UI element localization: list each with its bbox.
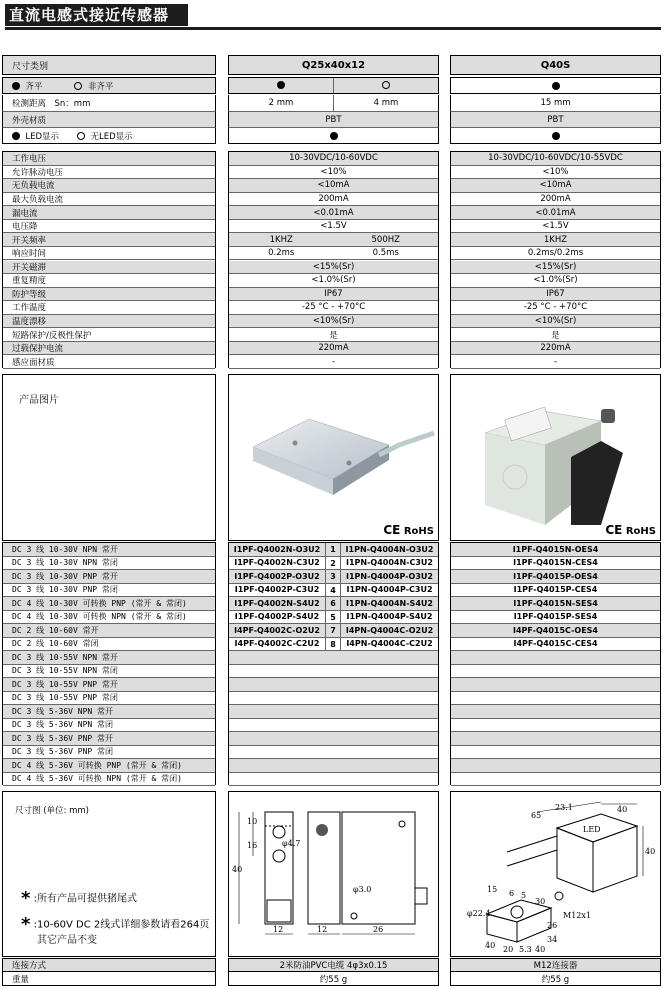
model-number: 2: [325, 557, 341, 570]
q40-sensor-photo: [451, 375, 660, 540]
dimension-label: 尺寸图 (单位: mm): [15, 806, 89, 816]
q40-spec-value: IP67: [451, 288, 660, 302]
q40-dim-30: 30: [535, 897, 546, 906]
q25-spec-value: 220mA: [229, 342, 438, 356]
spec-label: 工作电压: [3, 152, 215, 166]
model-number: 7: [325, 624, 341, 637]
asterisk-icon: *: [21, 914, 31, 935]
q25-weight: 约55 g: [228, 972, 439, 986]
q25-column: [228, 55, 439, 987]
q40-model-row: [451, 759, 660, 773]
spec-label: 开关磁滞: [3, 261, 215, 275]
filled-circle-icon: [12, 82, 20, 90]
q25-dim-40: 40: [232, 865, 243, 874]
spec-label: 允许脉动电压: [3, 166, 215, 180]
q40-dim-26: 26: [547, 921, 558, 930]
note-1-text: 所有产品可提供猪尾式: [36, 893, 137, 905]
spec-label: 电压降: [3, 220, 215, 234]
spec-label: 漏电流: [3, 206, 215, 220]
filled-circle-icon: [552, 132, 560, 140]
spec-label: 感应面材质: [3, 355, 215, 369]
spec-label: 防护等级: [3, 288, 215, 302]
q40-specs: [450, 151, 661, 368]
q25-mount: [228, 77, 439, 94]
q25-model-row: [229, 705, 438, 719]
rohs-mark: RoHS: [403, 526, 434, 537]
q25-specs: [228, 151, 439, 368]
q25-model-row: [229, 773, 438, 787]
q40-spec-value: 200mA: [451, 193, 660, 207]
q40-spec-value: <0.01mA: [451, 206, 660, 220]
q40-dim-34: 34: [547, 935, 558, 944]
q25-model-row: [229, 719, 438, 733]
nonflush-label: 非齐平: [87, 81, 114, 92]
q25-spec-value: 10-30VDC/10-60VDC: [229, 152, 438, 166]
q25-certs: [383, 523, 434, 537]
q25-spec-value: <10mA: [229, 179, 438, 193]
q25-spec-value: IP67: [229, 288, 438, 302]
q25-connection: 2米防油PVC电缆 4φ3x0.15: [228, 958, 439, 972]
model-number: 8: [325, 638, 341, 651]
model-label: DC 3 线 10-30V PNP 常闭: [3, 584, 215, 598]
q25-flush-model: I4PF-Q4002C-C2U2: [234, 639, 320, 649]
q40-spec-value: 10-30VDC/10-60VDC/10-55VDC: [451, 152, 660, 166]
led-legend: [2, 128, 216, 144]
q25-spec-value: 200mA: [229, 193, 438, 207]
model-label: DC 4 线 5-36V 可转换 PNP (常开 & 常闭): [3, 759, 215, 773]
q40-spec-value: -: [451, 355, 660, 369]
q25-model-row: [229, 570, 438, 584]
q25-spec-value: -: [229, 355, 438, 369]
model-labels: [2, 542, 216, 785]
q25-spec-a: 0.2ms: [268, 248, 295, 259]
q40-dim-40a: 40: [617, 805, 628, 814]
q40-column: [450, 55, 661, 987]
q25-flush-model: I1PF-Q4002P-C3U2: [234, 585, 320, 595]
note-2: * :10-60V DC 2线式详细参数请看264页 其它产品不变: [21, 914, 210, 946]
q40-model-row: I1PF-Q4015N-OES4: [451, 543, 660, 557]
flush-label: 齐平: [25, 81, 43, 92]
model-label: DC 3 线 10-55V PNP 常开: [3, 678, 215, 692]
open-circle-icon: [74, 82, 82, 90]
q25-picture-box: [228, 374, 439, 541]
q40-mount: [450, 77, 661, 94]
q40-spec-value: <10%(Sr): [451, 315, 660, 329]
q40-dim-15: 15: [487, 885, 498, 894]
q40-spec-value: <15%(Sr): [451, 261, 660, 275]
spec-label: 短路保护/反极性保护: [3, 328, 215, 342]
q25-spec-value: [229, 233, 438, 247]
q40-dim-65: 65: [531, 811, 542, 820]
q25-model-row: [229, 651, 438, 665]
model-label: DC 3 线 10-55V NPN 常闭: [3, 665, 215, 679]
q25-nonflush-model: I4PN-Q4004C-O2U2: [345, 625, 434, 635]
q40-spec-value: <10mA: [451, 179, 660, 193]
q25-distance: [228, 95, 439, 112]
q25-nonflush-model: I1PN-Q4004P-C3U2: [346, 585, 433, 595]
spec-label: 最大负载电流: [3, 193, 215, 207]
model-number: 5: [325, 611, 341, 624]
q40-model-row: I1PF-Q4015P-SES4: [451, 611, 660, 625]
q25-model-row: [229, 597, 438, 611]
q40-dim-40d: 40: [535, 945, 546, 954]
model-label: DC 3 线 10-30V NPN 常闭: [3, 557, 215, 571]
q40-led: [450, 128, 661, 144]
q40-connection: M12连接器: [450, 958, 661, 972]
picture-label-box: [2, 374, 216, 541]
q40-spec-value: 0.2ms/0.2ms: [451, 247, 660, 261]
q40-spec-value: -25 °C - +70°C: [451, 301, 660, 315]
q25-model-row: [229, 746, 438, 760]
header-label: 尺寸类别: [2, 55, 216, 75]
q40-housing: PBT: [450, 112, 661, 128]
weight-label: 重量: [2, 972, 216, 986]
q40-distance: 15 mm: [450, 95, 661, 112]
spec-labels: [2, 151, 216, 368]
spec-label: 过载保护电流: [3, 342, 215, 356]
q40-dim-231: 23.1: [555, 803, 573, 812]
model-number: 1: [325, 543, 341, 556]
q25-dim-10: 10: [247, 817, 258, 826]
q25-spec-value: 是: [229, 328, 438, 342]
q25-spec-a: 1KHZ: [269, 234, 293, 245]
q40-dim-224: φ22.4: [467, 909, 491, 918]
q25-flush-model: I1PF-Q4002P-S4U2: [234, 612, 320, 622]
q25-spec-b: 0.5ms: [372, 248, 399, 259]
model-label: DC 3 线 10-55V PNP 常闭: [3, 692, 215, 706]
note-2-text: 10-60V DC 2线式详细参数请看264页: [36, 919, 210, 931]
q25-spec-value: <0.01mA: [229, 206, 438, 220]
q25-models: [228, 542, 439, 785]
q25-flush-model: I1PF-Q4002N-S4U2: [234, 598, 320, 608]
q40-weight: 约55 g: [450, 972, 661, 986]
label-column: [2, 55, 216, 987]
model-number: 3: [325, 570, 341, 583]
mount-legend: [2, 77, 216, 94]
note-1: * :所有产品可提供猪尾式: [21, 888, 137, 909]
model-number: 6: [325, 597, 341, 610]
model-label: DC 3 线 5-36V PNP 常闭: [3, 746, 215, 760]
q25-model-row: [229, 732, 438, 746]
q40-dim-40b: 40: [645, 847, 656, 856]
led-without-label: 无LED显示: [90, 131, 133, 142]
q25-model-row: [229, 543, 438, 557]
q25-spec-value: -25 °C - +70°C: [229, 301, 438, 315]
q25-flush-model: I1PF-Q4002N-C3U2: [234, 558, 320, 568]
rohs-mark: RoHS: [625, 526, 656, 537]
q40-spec-value: <1.0%(Sr): [451, 274, 660, 288]
q25-flush-model: I1PF-Q4002N-O3U2: [233, 544, 321, 554]
model-label: DC 3 线 10-30V PNP 常开: [3, 570, 215, 584]
title-underline: [5, 27, 661, 30]
q40-model-row: [451, 678, 660, 692]
q25-dim-47: φ4.7: [282, 839, 301, 848]
q25-model-row: [229, 678, 438, 692]
q40-dim-6: 6: [509, 889, 515, 898]
q25-header: Q25x40x12: [228, 55, 439, 75]
q40-picture-box: [450, 374, 661, 541]
model-label: DC 2 线 10-60V 常开: [3, 624, 215, 638]
connection-label: 连接方式: [2, 958, 216, 972]
q25-model-row: [229, 692, 438, 706]
filled-circle-icon: [330, 132, 338, 140]
q25-dim-12a: 12: [273, 925, 284, 934]
asterisk-icon: *: [21, 888, 31, 909]
q40-dim-m12: M12x1: [563, 911, 591, 920]
q25-housing: PBT: [228, 112, 439, 128]
filled-circle-icon: [12, 132, 20, 140]
q25-spec-value: <1.0%(Sr): [229, 274, 438, 288]
q40-model-row: I1PF-Q4015P-CES4: [451, 584, 660, 598]
housing-label: 外壳材质: [2, 112, 216, 128]
q25-dimension-box: [228, 791, 439, 957]
q25-model-row: [229, 611, 438, 625]
dimension-label-box: [2, 791, 216, 957]
q40-model-row: [451, 746, 660, 760]
ce-mark: CE: [605, 523, 623, 537]
q25-dim-16: 16: [247, 841, 258, 850]
spec-label: 重复精度: [3, 274, 215, 288]
q40-dim-20: 20: [503, 945, 514, 954]
q25-model-row: [229, 584, 438, 598]
q25-model-row: [229, 665, 438, 679]
model-label: DC 3 线 5-36V NPN 常闭: [3, 719, 215, 733]
spec-label: 开关频率: [3, 233, 215, 247]
q25-model-row: [229, 759, 438, 773]
q40-model-row: [451, 692, 660, 706]
q25-spec-value: <15%(Sr): [229, 261, 438, 275]
model-label: DC 4 线 10-30V 可转换 NPN (常开 & 常闭): [3, 611, 215, 625]
q40-dimension-drawing: [451, 792, 660, 956]
q40-certs: [605, 523, 656, 537]
q40-spec-value: 是: [451, 328, 660, 342]
q40-dim-led: LED: [583, 825, 601, 834]
q25-nonflush-model: I1PN-Q4004P-S4U2: [346, 612, 433, 622]
q40-model-row: [451, 705, 660, 719]
model-label: DC 3 线 5-36V PNP 常开: [3, 732, 215, 746]
q40-model-row: I1PF-Q4015P-OES4: [451, 570, 660, 584]
model-label: DC 4 线 10-30V 可转换 PNP (常开 & 常闭): [3, 597, 215, 611]
q40-dimension-box: [450, 791, 661, 957]
q40-model-row: I4PF-Q4015C-CES4: [451, 638, 660, 652]
q40-model-row: [451, 665, 660, 679]
open-circle-icon: [382, 81, 390, 89]
q25-model-row: [229, 624, 438, 638]
distance-label: 检测距离 Sn：mm: [2, 95, 216, 112]
q40-dim-5: 5: [521, 891, 527, 900]
model-label: DC 3 线 10-55V NPN 常开: [3, 651, 215, 665]
q40-model-row: [451, 651, 660, 665]
q25-led: [228, 128, 439, 144]
q40-spec-value: <1.5V: [451, 220, 660, 234]
q25-flush-model: I1PF-Q4002P-O3U2: [234, 571, 320, 581]
q25-spec-value: <10%: [229, 166, 438, 180]
spec-label: 响应时间: [3, 247, 215, 261]
q25-spec-value: <1.5V: [229, 220, 438, 234]
q25-distance-nonflush: 4 mm: [373, 98, 399, 108]
model-label: DC 3 线 10-30V NPN 常开: [3, 543, 215, 557]
q25-dim-26: 26: [373, 925, 384, 934]
filled-circle-icon: [552, 82, 560, 90]
filled-circle-icon: [277, 81, 285, 89]
q40-model-row: [451, 719, 660, 733]
q40-spec-value: 1KHZ: [451, 233, 660, 247]
q25-distance-flush: 2 mm: [268, 98, 294, 108]
model-label: DC 3 线 5-36V NPN 常开: [3, 705, 215, 719]
q40-model-row: [451, 732, 660, 746]
spec-label: 无负载电流: [3, 179, 215, 193]
q25-dim-30: φ3.0: [353, 885, 372, 894]
led-with-label: LED显示: [25, 131, 60, 142]
q40-spec-value: 220mA: [451, 342, 660, 356]
q40-model-row: I1PF-Q4015N-SES4: [451, 597, 660, 611]
q25-nonflush-model: I1PN-Q4004N-S4U2: [346, 598, 433, 608]
q40-model-row: I4PF-Q4015C-OES4: [451, 624, 660, 638]
model-label: DC 4 线 5-36V 可转换 NPN (常开 & 常闭): [3, 773, 215, 787]
q25-model-row: [229, 638, 438, 652]
ce-mark: CE: [383, 523, 401, 537]
q40-dim-40c: 40: [485, 941, 496, 950]
q25-nonflush-model: I1PN-Q4004N-O3U2: [345, 544, 434, 554]
q25-nonflush-model: I1PN-Q4004N-C3U2: [345, 558, 433, 568]
note-2b-text: 其它产品不变: [37, 934, 97, 946]
q25-nonflush-model: I1PN-Q4004P-O3U2: [346, 571, 433, 581]
q25-sensor-photo: [229, 375, 438, 540]
spec-label: 温度漂移: [3, 315, 215, 329]
page-title: 直流电感式接近传感器: [5, 4, 188, 26]
model-label: DC 2 线 10-60V 常闭: [3, 638, 215, 652]
q40-model-row: [451, 773, 660, 787]
model-number: 4: [325, 584, 341, 597]
open-circle-icon: [77, 132, 85, 140]
q25-spec-b: 500HZ: [371, 234, 400, 245]
q25-nonflush-model: I4PN-Q4004C-C2U2: [346, 639, 433, 649]
q40-spec-value: <10%: [451, 166, 660, 180]
q25-spec-value: [229, 247, 438, 261]
q25-dim-12b: 12: [317, 925, 328, 934]
q25-spec-value: <10%(Sr): [229, 315, 438, 329]
q40-models: [450, 542, 661, 785]
q25-model-row: [229, 557, 438, 571]
q40-dim-53: 5.3: [519, 945, 532, 954]
picture-label: 产品图片: [19, 395, 59, 406]
q40-model-row: I1PF-Q4015N-CES4: [451, 557, 660, 571]
q40-header: Q40S: [450, 55, 661, 75]
spec-label: 工作温度: [3, 301, 215, 315]
q25-dimension-drawing: [229, 792, 438, 956]
q25-flush-model: I4PF-Q4002C-O2U2: [234, 625, 320, 635]
